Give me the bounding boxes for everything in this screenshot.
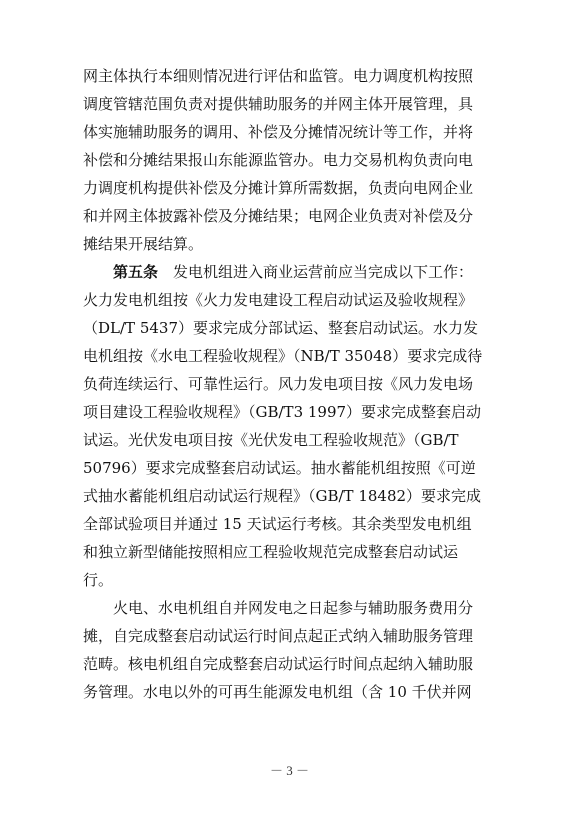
text-line: 网主体执行本细则情况进行评估和监管。电力调度机构按照 (83, 67, 474, 85)
article-first-line (83, 258, 503, 286)
paragraph-fee-sharing (83, 594, 503, 706)
text-line: 式抽水蓄能机组启动试运行规程》（GB/T 18482）要求完成 (83, 487, 482, 505)
paragraph-responsibilities (83, 62, 503, 258)
text-line: 50796）要求完成整套启动试运。抽水蓄能机组按照《可逆 (83, 459, 476, 477)
text-line: 负荷连续运行、可靠性运行。风力发电项目按《风力发电场 (83, 375, 474, 393)
text-line: 火电、水电机组自并网发电之日起参与辅助服务费用分 (113, 599, 474, 617)
text-line: 力调度机构提供补偿及分摊计算所需数据，负责向电网企业 (83, 179, 474, 197)
paragraph-article-5 (83, 258, 503, 594)
document-body (83, 62, 503, 706)
article-heading: 第五条 (113, 263, 159, 281)
text-line: 火力发电机组按《火力发电建设工程启动试运及验收规程》 (83, 291, 474, 309)
text-line: 体实施辅助服务的调用、补偿及分摊情况统计等工作，并将 (83, 123, 474, 141)
text-line: 务管理。水电以外的可再生能源发电机组（含 10 千伏并网 (83, 683, 472, 701)
text-line: 项目建设工程验收规程》（GB/T3 1997）要求完成整套启动 (83, 403, 482, 421)
article-first-line-text: 发电机组进入商业运营前应当完成以下工作： (158, 263, 474, 281)
text-line: 和并网主体披露补偿及分摊结果；电网企业负责对补偿及分 (83, 207, 474, 225)
text-line: 摊，自完成整套启动试运行时间点起正式纳入辅助服务管理 (83, 627, 474, 645)
text-line: 电机组按《水电工程验收规程》（NB/T 35048）要求完成待 (83, 347, 483, 365)
text-line: 全部试验项目并通过 15 天试运行考核。其余类型发电机组 (83, 515, 472, 533)
text-line: 行。 (83, 571, 114, 589)
text-line: 调度管辖范围负责对提供辅助服务的并网主体开展管理，具 (83, 95, 474, 113)
text-line: 试运。光伏发电项目按《光伏发电工程验收规范》（GB/T (83, 431, 459, 449)
text-line: 摊结果开展结算。 (83, 235, 204, 253)
text-line: 范畴。核电机组自完成整套启动试运行时间点起纳入辅助服 (83, 655, 474, 673)
text-line: 补偿和分摊结果报山东能源监管办。电力交易机构负责向电 (83, 151, 474, 169)
page-number: － 3 － (269, 763, 309, 778)
text-line: 和独立新型储能按照相应工程验收规范完成整套启动试运 (83, 543, 459, 561)
text-line: （DL/T 5437）要求完成分部试运、整套启动试运。水力发 (83, 319, 478, 337)
